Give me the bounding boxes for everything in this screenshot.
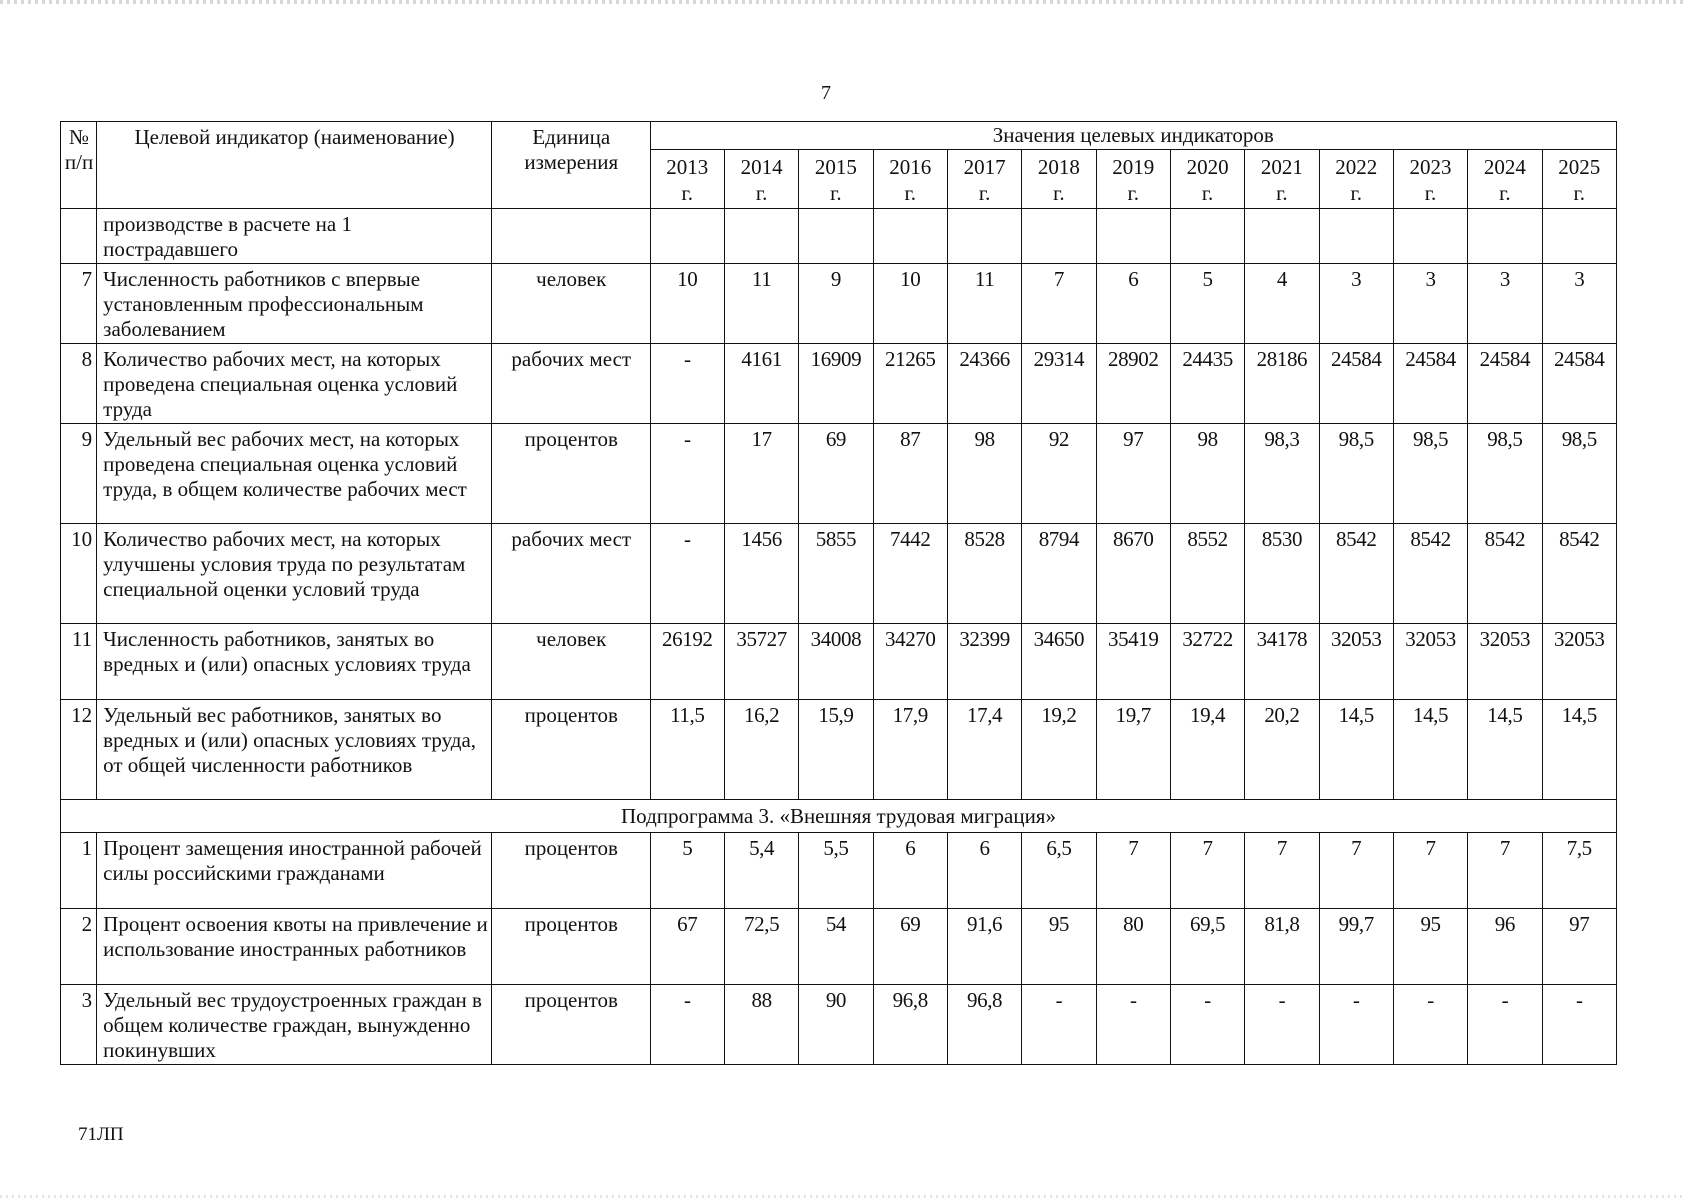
header-year-value: 2022: [1335, 155, 1378, 179]
value-cell: -: [650, 985, 724, 1065]
value-cell: 7,5: [1542, 833, 1616, 909]
value-cell: [873, 209, 947, 264]
indicator-name: Процент замещения иностранной рабочей силы российскими гражданами: [97, 833, 492, 909]
value-cell: 34650: [1022, 624, 1096, 700]
header-year-value: 2025: [1558, 155, 1601, 179]
value-cell: 5855: [799, 524, 873, 624]
header-values-group: Значения целевых индикаторов: [650, 122, 1616, 150]
value-cell: [1245, 209, 1319, 264]
value-cell: 7: [1096, 833, 1170, 909]
row-number: 2: [61, 909, 97, 985]
value-cell: 98,5: [1319, 424, 1393, 524]
value-cell: 5,4: [724, 833, 798, 909]
value-cell: 98,5: [1542, 424, 1616, 524]
header-year-value: 2014: [740, 155, 783, 179]
unit-of-measure: человек: [491, 264, 650, 344]
table-row: [61, 985, 1617, 1065]
value-cell: 17,4: [947, 700, 1021, 800]
value-cell: 11,5: [650, 700, 724, 800]
unit-of-measure: [491, 209, 650, 264]
header-year-value: 2021: [1260, 155, 1303, 179]
table-row: [61, 700, 1617, 800]
value-cell: 24584: [1468, 344, 1542, 424]
value-cell: 35727: [724, 624, 798, 700]
value-cell: 6,5: [1022, 833, 1096, 909]
value-cell: 7: [1319, 833, 1393, 909]
header-year-suffix: г.: [1127, 181, 1139, 205]
value-cell: 8794: [1022, 524, 1096, 624]
unit-of-measure: процентов: [491, 833, 650, 909]
value-cell: -: [1319, 985, 1393, 1065]
header-year-value: 2015: [814, 155, 857, 179]
table-row: [61, 424, 1617, 524]
value-cell: 19,2: [1022, 700, 1096, 800]
value-cell: 10: [873, 264, 947, 344]
header-year-value: 2013: [666, 155, 709, 179]
value-cell: 7: [1170, 833, 1244, 909]
indicator-name: производстве в расчете на 1 пострадавшего: [97, 209, 492, 264]
value-cell: -: [1468, 985, 1542, 1065]
value-cell: 95: [1022, 909, 1096, 985]
unit-of-measure: рабочих мест: [491, 344, 650, 424]
header-year-2014: [724, 150, 798, 209]
value-cell: 11: [947, 264, 1021, 344]
value-cell: [1170, 209, 1244, 264]
value-cell: 99,7: [1319, 909, 1393, 985]
value-cell: -: [1393, 985, 1467, 1065]
value-cell: 14,5: [1468, 700, 1542, 800]
value-cell: -: [650, 344, 724, 424]
header-year-value: 2018: [1037, 155, 1080, 179]
indicator-name: Численность работников с впервые установленным профессиональным заболеванием: [97, 264, 492, 344]
value-cell: 28902: [1096, 344, 1170, 424]
header-year-suffix: г.: [978, 181, 991, 205]
value-cell: [1096, 209, 1170, 264]
indicator-name: Удельный вес трудоустроенных граждан в общем количестве граждан, вынужденно покинувших: [97, 985, 492, 1065]
header-year-2025: [1542, 150, 1616, 209]
unit-of-measure: процентов: [491, 909, 650, 985]
header-year-2016: [873, 150, 947, 209]
subprogram-row: [61, 800, 1617, 833]
header-year-suffix: г.: [1201, 181, 1214, 205]
value-cell: 96: [1468, 909, 1542, 985]
value-cell: 8528: [947, 524, 1021, 624]
value-cell: 14,5: [1393, 700, 1467, 800]
header-year-suffix: г.: [904, 181, 916, 205]
row-number: 10: [61, 524, 97, 624]
value-cell: 5,5: [799, 833, 873, 909]
scan-edge-bottom: [0, 1195, 1686, 1198]
value-cell: 90: [799, 985, 873, 1065]
header-year-value: 2023: [1409, 155, 1452, 179]
row-number: 11: [61, 624, 97, 700]
value-cell: 16909: [799, 344, 873, 424]
value-cell: 34008: [799, 624, 873, 700]
value-cell: 98,3: [1245, 424, 1319, 524]
value-cell: [650, 209, 724, 264]
value-cell: 32053: [1542, 624, 1616, 700]
value-cell: -: [650, 524, 724, 624]
header-year-2013: [650, 150, 724, 209]
header-year-2021: [1245, 150, 1319, 209]
value-cell: 24584: [1319, 344, 1393, 424]
page-number: 7: [821, 82, 831, 104]
value-cell: [724, 209, 798, 264]
subprogram-title: Подпрограмма 3. «Внешняя трудовая миграция»: [61, 800, 1617, 833]
value-cell: 95: [1393, 909, 1467, 985]
value-cell: 97: [1096, 424, 1170, 524]
value-cell: 19,7: [1096, 700, 1170, 800]
table-row: [61, 833, 1617, 909]
header-year-2020: [1170, 150, 1244, 209]
table-row: [61, 909, 1617, 985]
value-cell: 1456: [724, 524, 798, 624]
header-year-suffix: г.: [681, 181, 694, 205]
value-cell: 9: [799, 264, 873, 344]
unit-of-measure: процентов: [491, 985, 650, 1065]
value-cell: 96,8: [947, 985, 1021, 1065]
row-number: 1: [61, 833, 97, 909]
value-cell: 5: [650, 833, 724, 909]
value-cell: 92: [1022, 424, 1096, 524]
header-year-2017: [947, 150, 1021, 209]
value-cell: 69: [799, 424, 873, 524]
value-cell: 35419: [1096, 624, 1170, 700]
indicator-name: Удельный вес рабочих мест, на которых проведена специальная оценка условий труда, в общем количестве рабочих мест: [97, 424, 492, 524]
value-cell: 26192: [650, 624, 724, 700]
value-cell: [799, 209, 873, 264]
table-row: [61, 209, 1617, 264]
value-cell: [1542, 209, 1616, 264]
header-year-2018: [1022, 150, 1096, 209]
value-cell: [1319, 209, 1393, 264]
indicators-table: [60, 121, 1617, 1065]
value-cell: 67: [650, 909, 724, 985]
value-cell: 29314: [1022, 344, 1096, 424]
value-cell: 4: [1245, 264, 1319, 344]
value-cell: 14,5: [1542, 700, 1616, 800]
row-number: 12: [61, 700, 97, 800]
value-cell: -: [650, 424, 724, 524]
table-body: [61, 209, 1617, 1065]
value-cell: 19,4: [1170, 700, 1244, 800]
document-code: 71ЛП: [78, 1124, 124, 1145]
value-cell: 34270: [873, 624, 947, 700]
value-cell: 8552: [1170, 524, 1244, 624]
value-cell: 32053: [1393, 624, 1467, 700]
value-cell: 5: [1170, 264, 1244, 344]
value-cell: 32722: [1170, 624, 1244, 700]
value-cell: 16,2: [724, 700, 798, 800]
value-cell: 17: [724, 424, 798, 524]
row-number: 3: [61, 985, 97, 1065]
table-row: [61, 624, 1617, 700]
value-cell: -: [1022, 985, 1096, 1065]
value-cell: 7442: [873, 524, 947, 624]
header-name: Целевой индикатор (наименование): [97, 122, 492, 209]
header-year-value: 2016: [889, 155, 932, 179]
value-cell: 32399: [947, 624, 1021, 700]
value-cell: 20,2: [1245, 700, 1319, 800]
value-cell: 98,5: [1468, 424, 1542, 524]
header-year-value: 2017: [963, 155, 1006, 179]
value-cell: 81,8: [1245, 909, 1319, 985]
value-cell: 7: [1468, 833, 1542, 909]
value-cell: -: [1542, 985, 1616, 1065]
row-number: 7: [61, 264, 97, 344]
value-cell: 7: [1022, 264, 1096, 344]
header-year-suffix: г.: [1424, 181, 1437, 205]
value-cell: 3: [1319, 264, 1393, 344]
header-num: № п/п: [61, 122, 97, 209]
value-cell: 8542: [1542, 524, 1616, 624]
indicator-name: Численность работников, занятых во вредных и (или) опасных условиях труда: [97, 624, 492, 700]
header-year-2022: [1319, 150, 1393, 209]
unit-of-measure: рабочих мест: [491, 524, 650, 624]
value-cell: 98,5: [1393, 424, 1467, 524]
value-cell: 80: [1096, 909, 1170, 985]
scan-edge-top: [0, 0, 1686, 4]
value-cell: [1022, 209, 1096, 264]
value-cell: 3: [1393, 264, 1467, 344]
value-cell: 17,9: [873, 700, 947, 800]
header-unit: Единица измерения: [491, 122, 650, 209]
value-cell: 34178: [1245, 624, 1319, 700]
table-row: [61, 344, 1617, 424]
value-cell: 91,6: [947, 909, 1021, 985]
header-year-2019: [1096, 150, 1170, 209]
value-cell: 21265: [873, 344, 947, 424]
table-header: [61, 122, 1617, 209]
header-year-suffix: г.: [1350, 181, 1362, 205]
table-row: [61, 264, 1617, 344]
header-year-value: 2024: [1483, 155, 1526, 179]
row-number: 8: [61, 344, 97, 424]
value-cell: 4161: [724, 344, 798, 424]
value-cell: 24584: [1542, 344, 1616, 424]
value-cell: 8542: [1393, 524, 1467, 624]
value-cell: 6: [873, 833, 947, 909]
indicator-name: Количество рабочих мест, на которых проведена специальная оценка условий труда: [97, 344, 492, 424]
value-cell: 8542: [1319, 524, 1393, 624]
value-cell: 15,9: [799, 700, 873, 800]
unit-of-measure: человек: [491, 624, 650, 700]
value-cell: 28186: [1245, 344, 1319, 424]
indicator-name: Удельный вес работников, занятых во вредных и (или) опасных условиях труда, от общей численности работников: [97, 700, 492, 800]
value-cell: 98: [947, 424, 1021, 524]
value-cell: [1468, 209, 1542, 264]
value-cell: -: [1170, 985, 1244, 1065]
value-cell: 97: [1542, 909, 1616, 985]
row-number: 9: [61, 424, 97, 524]
value-cell: 24584: [1393, 344, 1467, 424]
header-year-2023: [1393, 150, 1467, 209]
value-cell: 88: [724, 985, 798, 1065]
value-cell: 11: [724, 264, 798, 344]
value-cell: 10: [650, 264, 724, 344]
value-cell: 54: [799, 909, 873, 985]
value-cell: 24435: [1170, 344, 1244, 424]
header-year-2015: [799, 150, 873, 209]
header-year-suffix: г.: [830, 181, 842, 205]
value-cell: 69: [873, 909, 947, 985]
value-cell: [947, 209, 1021, 264]
value-cell: 3: [1542, 264, 1616, 344]
value-cell: -: [1096, 985, 1170, 1065]
value-cell: [1393, 209, 1467, 264]
value-cell: 7: [1393, 833, 1467, 909]
value-cell: -: [1245, 985, 1319, 1065]
header-year-2024: [1468, 150, 1542, 209]
header-year-suffix: г.: [1573, 181, 1586, 205]
indicator-name: Количество рабочих мест, на которых улучшены условия труда по результатам специальной оценки условий труда: [97, 524, 492, 624]
value-cell: 3: [1468, 264, 1542, 344]
value-cell: 14,5: [1319, 700, 1393, 800]
header-year-value: 2019: [1112, 155, 1155, 179]
value-cell: 87: [873, 424, 947, 524]
unit-of-measure: процентов: [491, 424, 650, 524]
unit-of-measure: процентов: [491, 700, 650, 800]
header-year-suffix: г.: [1276, 181, 1288, 205]
value-cell: 8542: [1468, 524, 1542, 624]
header-year-suffix: г.: [1499, 181, 1511, 205]
value-cell: 6: [947, 833, 1021, 909]
row-number: [61, 209, 97, 264]
value-cell: 7: [1245, 833, 1319, 909]
value-cell: 96,8: [873, 985, 947, 1065]
value-cell: 72,5: [724, 909, 798, 985]
header-year-suffix: г.: [1053, 181, 1065, 205]
indicator-name: Процент освоения квоты на привлечение и использование иностранных работников: [97, 909, 492, 985]
value-cell: 8670: [1096, 524, 1170, 624]
value-cell: 24366: [947, 344, 1021, 424]
header-year-value: 2020: [1186, 155, 1229, 179]
value-cell: 6: [1096, 264, 1170, 344]
value-cell: 32053: [1468, 624, 1542, 700]
value-cell: 69,5: [1170, 909, 1244, 985]
value-cell: 98: [1170, 424, 1244, 524]
value-cell: 32053: [1319, 624, 1393, 700]
value-cell: 8530: [1245, 524, 1319, 624]
table-row: [61, 524, 1617, 624]
header-year-suffix: г.: [755, 181, 768, 205]
